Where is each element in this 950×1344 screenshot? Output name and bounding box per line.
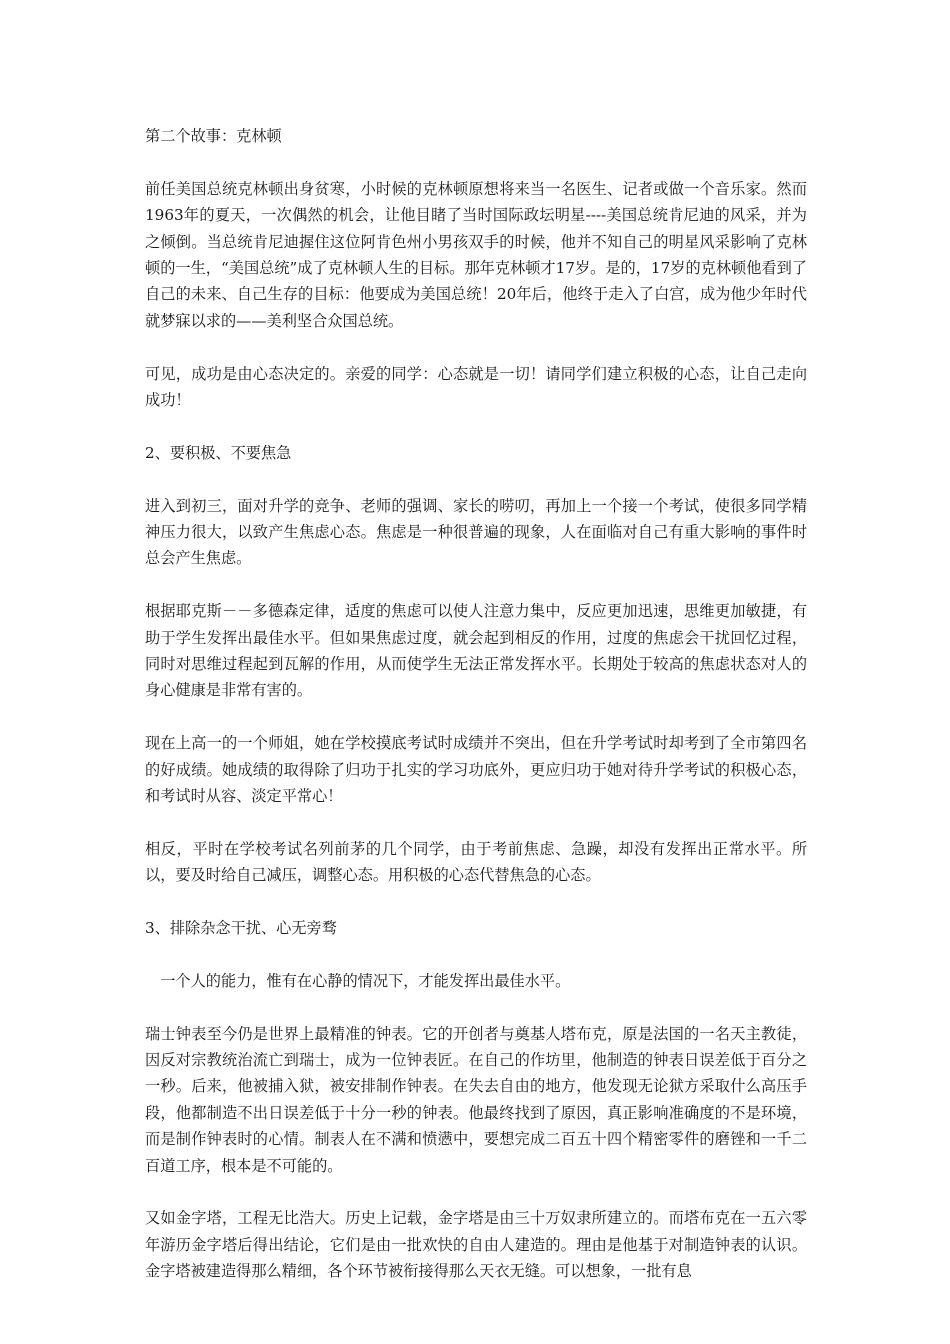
section-heading-positive: 2、要积极、不要焦急 (145, 443, 292, 462)
clinton-story-paragraph: 前任美国总统克林顿出身贫寒，小时候的克林顿原想将来当一名医生、记者或做一个音乐家。然而1963年的夏天，一次偶然的机会，让他目睹了当时国际政坛明星----美国总统肯尼迪的风采，并为之倾倒。当总统肯尼迪握住这位阿肯色州小男孩双手的时候，他并不知自己的明星风采影响了克林顿的一生，“美国总统”成了克林顿人生的目标。那年克林顿才17岁。是的，17岁的克林顿他看到了自己的未来、自己生存的目标：他要成为美国总统！20年后，他终于走入了白宫，成为他少年时代就梦寐以求的——美利坚合众国总统。 (145, 179, 807, 330)
document-body (145, 123, 807, 1285)
swiss-watch-paragraph: 瑞士钟表至今仍是世界上最精准的钟表。它的开创者与奠基人塔布克，原是法国的一名天主教徒，因反对宗教统治流亡到瑞士，成为一位钟表匠。在自己的作坊里，他制造的钟表日误差低于百分之一秒。后来，他被捕入狱，被安排制作钟表。在失去自由的地方，他发现无论狱方采取什么高压手段，他都制造不出日误差低于十分一秒的钟表。他最终找到了原因，真正影响准确度的不是环境，而是制作钟表时的心情。制表人在不满和愤懑中，要想完成二百五十四个精密零件的磨锉和一千二百道工序，根本是不可能的。 (145, 1024, 807, 1175)
calm-mind-paragraph: 一个人的能力，惟有在心静的情况下，才能发挥出最佳水平。 (160, 971, 571, 990)
anxiety-intro-paragraph: 进入到初三，面对升学的竞争、老师的强调、家长的唠叨，再加上一个接一个考试，使很多同学精神压力很大，以致产生焦虑心态。焦虑是一种很普遍的现象，人在面临对自己有重大影响的事件时总会产生焦虑。 (145, 496, 807, 568)
senior-example-paragraph: 现在上高一的一个师姐，她在学校摸底考试时成绩并不突出，但在升学考试时却考到了全市第四名的好成绩。她成绩的取得除了归功于扎实的学习功底外，更应归功于她对待升学考试的积极心态，和考试时从容、淡定平常心！ (145, 734, 807, 806)
yerkes-dodson-paragraph: 根据耶克斯－－多德森定律，适度的焦虑可以使人注意力集中，反应更加迅速，思维更加敏捷，有助于学生发挥出最佳水平。但如果焦虑过度，就会起到相反的作用，过度的焦虑会干扰回忆过程，同时对思维过程起到瓦解的作用，从而使学生无法正常发挥水平。长期处于较高的焦虑状态对人的身心健康是非常有害的。 (145, 602, 807, 700)
story-heading: 第二个故事：克林顿 (145, 127, 282, 145)
contrast-paragraph: 相反，平时在学校考试名列前茅的几个同学，由于考前焦虑、急躁，却没有发挥出正常水平。所以，要及时给自己减压，调整心态。用积极的心态代替焦急的心态。 (145, 839, 807, 885)
section-heading-focus: 3、排除杂念干扰、心无旁骛 (145, 919, 337, 938)
pyramid-paragraph: 又如金字塔，工程无比浩大。历史上记载，金字塔是由三十万奴隶所建立的。而塔布克在一五六零年游历金字塔后得出结论，它们是由一批欢快的自由人建造的。理由是他基于对制造钟表的认识。金字塔被建造得那么精细，各个环节被衔接得那么天衣无缝。可以想象，一批有息 (145, 1209, 807, 1281)
conclusion-paragraph: 可见，成功是由心态决定的。亲爱的同学：心态就是一切！请同学们建立积极的心态，让自己走向成功！ (145, 364, 807, 410)
